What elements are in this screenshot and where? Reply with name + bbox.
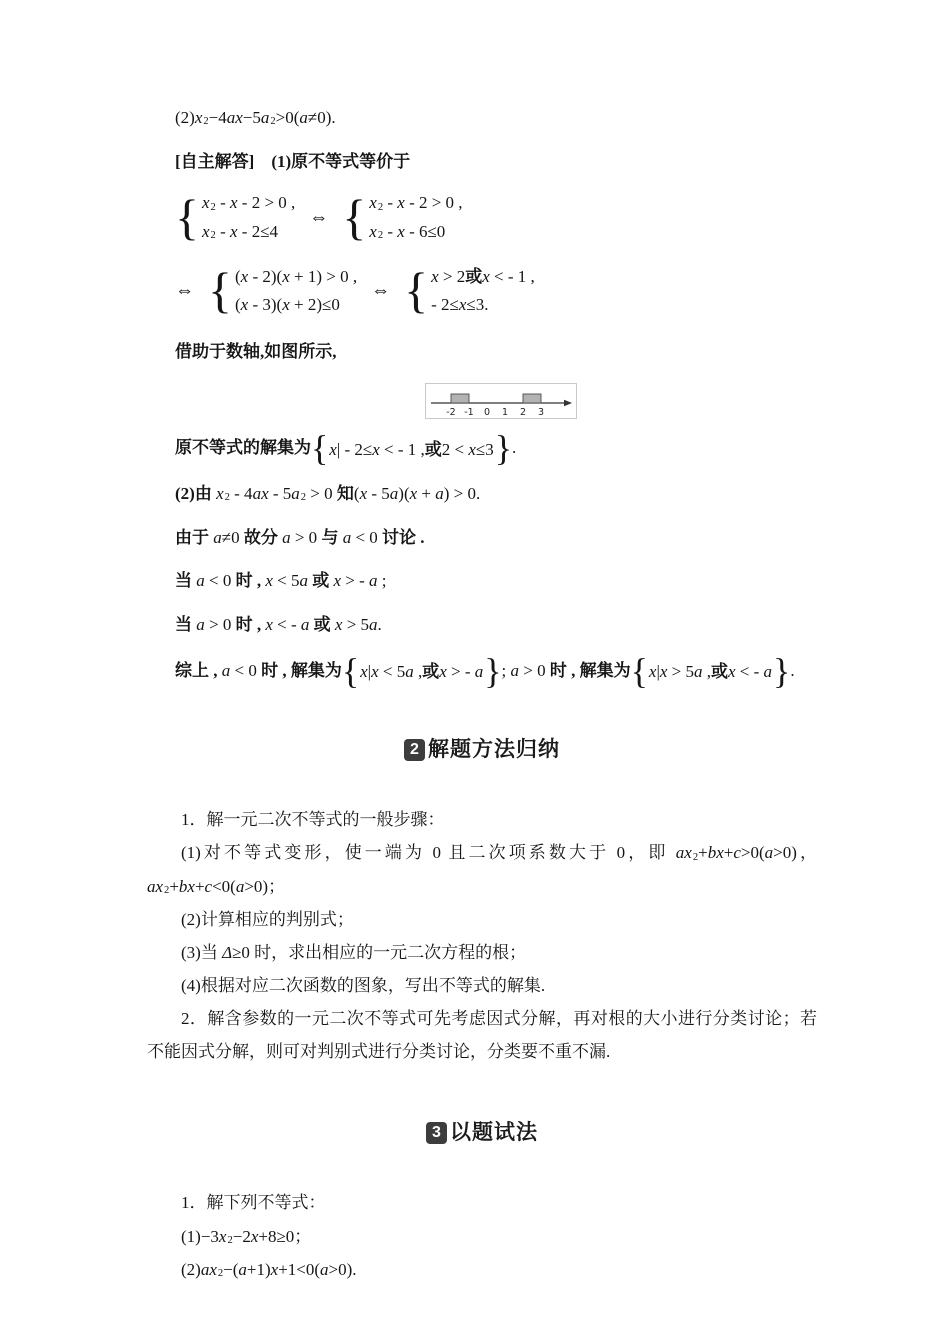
body-paragraph-parameter-note: 2．解含参数的一元二次不等式可先考虑因式分解，再对根的大小进行分类讨论；若不能因式分解，则可对判别式进行分类讨论，分类要不重不漏. xyxy=(147,1009,817,1062)
case-discussion-line: 由于 a≠0 故分 a > 0 与 a < 0 讨论 . xyxy=(175,527,425,547)
interval-box-left xyxy=(451,394,469,403)
practice-intro-line: 1．解下列不等式： xyxy=(181,1193,326,1213)
problem-statement-line: (2)x2−4ax−5a2>0(a≠0). xyxy=(175,108,336,128)
case-a-positive-line: 当 a > 0 时 , x < - a 或 x > 5a. xyxy=(175,614,382,634)
system-line: x > 2或x < - 1 , xyxy=(431,267,535,287)
inequality-system-row-1 xyxy=(147,188,817,245)
case-a-negative-line: 当 a < 0 时 , x < 5a 或 x > - a ; xyxy=(175,571,387,591)
left-brace: { xyxy=(404,262,429,319)
body-paragraph-steps-title: 1．解一元二次不等式的一般步骤： xyxy=(181,810,445,830)
set-brace-left: { xyxy=(630,650,648,691)
section-heading-method-summary xyxy=(147,733,817,763)
left-brace: { xyxy=(342,188,367,245)
interval-box-right xyxy=(523,394,541,403)
set-body: x| - 2≤x < - 1 ,或2 < x≤3 xyxy=(329,439,494,459)
body-paragraph-step-1: (1)对不等式变形，使一端为 0 且二次项系数大于 0，即 ax2+bx+c>0(a>0)，ax2+bx+c<0(a>0)； xyxy=(147,843,817,896)
tick-label: -1 xyxy=(464,407,474,419)
section-heading-practice xyxy=(147,1116,817,1146)
section-heading-title: 以题试法 xyxy=(450,1121,538,1145)
practice-item-1: (1)−3x2−2x+8≥0； xyxy=(181,1226,312,1246)
left-brace: { xyxy=(208,262,232,319)
equivalence-arrow: ⇔ xyxy=(175,279,194,301)
set-brace-left: { xyxy=(311,428,329,469)
system-line: x2 - x - 2≤4 xyxy=(202,221,279,241)
system-line: x2 - x - 2 > 0 , xyxy=(369,193,463,213)
conclusion-mid: ; a > 0 时 , 解集为 xyxy=(501,660,631,680)
self-answer-label-line: [自主解答] (1)原不等式等价于 xyxy=(175,151,411,171)
body-paragraph-step-2: (2)计算相应的判别式； xyxy=(181,909,354,929)
tick-label: 1 xyxy=(501,407,509,419)
conclusion-prefix: 综上 , a < 0 时 , 解集为 xyxy=(175,660,342,680)
set-brace-left: { xyxy=(341,650,360,691)
left-brace: { xyxy=(175,188,199,245)
section-number-badge: 3 xyxy=(426,1122,447,1144)
set-notation xyxy=(311,428,513,469)
set-brace-right: } xyxy=(773,650,791,691)
number-line-figure xyxy=(425,383,577,424)
set-notation xyxy=(341,650,502,691)
system-line: x2 - x - 6≤0 xyxy=(369,221,446,241)
system-right xyxy=(431,267,535,314)
solution-set-suffix: . xyxy=(512,438,517,458)
body-paragraph-step-4: (4)根据对应二次函数的图象，写出不等式的解集. xyxy=(181,976,546,996)
set-body: x|x < 5a ,或x > - a xyxy=(360,661,484,681)
practice-item-2: (2)ax2−(a+1)x+1<0(a>0). xyxy=(181,1259,357,1279)
solution-line-part2: (2)由 x2 - 4ax - 5a2 > 0 知(x - 5a)(x + a) > 0. xyxy=(175,483,481,504)
axis-arrow-icon xyxy=(564,400,572,406)
tick-label: 0 xyxy=(483,407,491,419)
system-line: - 2≤x≤3. xyxy=(431,294,489,314)
solution-set-prefix: 原不等式的解集为 xyxy=(175,438,311,458)
system-line: (x - 2)(x + 1) > 0 , xyxy=(235,267,358,287)
system-line: x2 - x - 2 > 0 , xyxy=(202,193,296,213)
body-paragraph-step-3: (3)当 Δ≥0 时，求出相应的一元二次方程的根； xyxy=(181,942,527,962)
set-brace-right: } xyxy=(484,650,502,691)
number-line-svg xyxy=(425,383,577,419)
system-line: (x - 3)(x + 2)≤0 xyxy=(235,294,340,314)
solution-set-line xyxy=(147,428,817,469)
conclusion-suffix: . xyxy=(790,660,795,680)
equivalence-arrow: ⇔ xyxy=(371,279,391,301)
inequality-system-row-2 xyxy=(147,262,817,319)
tick-label: 3 xyxy=(537,407,545,419)
system-right xyxy=(369,193,462,242)
set-body: x|x > 5a ,或x < - a xyxy=(648,661,773,681)
set-brace-right: } xyxy=(494,428,513,469)
section-number-badge: 2 xyxy=(404,739,425,761)
section-heading-title: 解题方法归纳 xyxy=(428,738,560,762)
system-left xyxy=(202,193,295,242)
conclusion-line xyxy=(147,650,817,691)
tick-label: 2 xyxy=(519,407,527,419)
tick-label: -2 xyxy=(446,407,456,419)
system-left xyxy=(235,267,357,314)
set-notation xyxy=(630,650,791,691)
number-line-intro-line: 借助于数轴,如图所示, xyxy=(175,341,337,361)
equivalence-arrow: ⇔ xyxy=(309,206,329,228)
